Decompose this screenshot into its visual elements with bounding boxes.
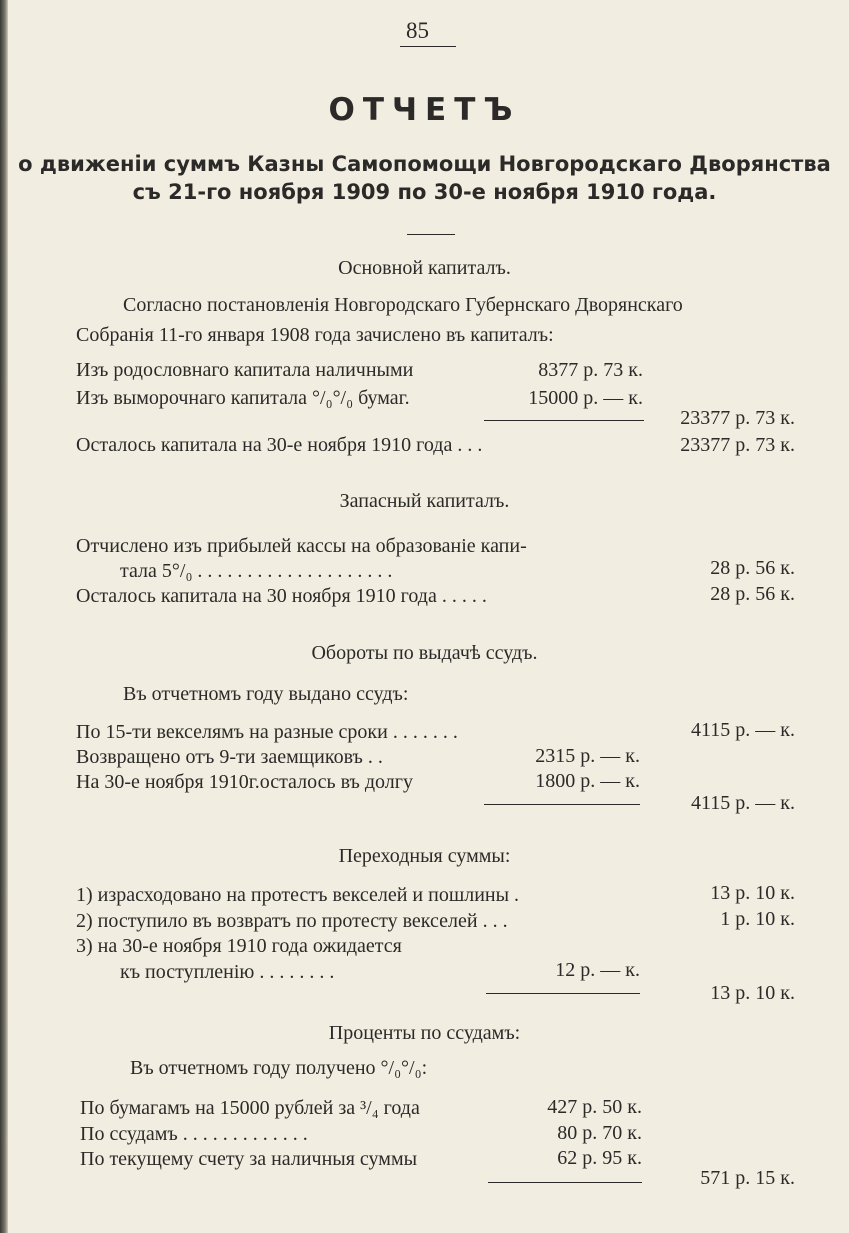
loan-turnover-row-3-label: На 30-е ноября 1910г.осталось въ долгу <box>76 771 413 793</box>
loan-interest-intro: Въ отчетномъ году получено °/₀°/₀: <box>130 1057 428 1079</box>
loan-turnover-row-2-label: Возвращено отъ 9-ти заемщиковъ . . <box>76 746 383 768</box>
page-number-rule <box>400 46 456 47</box>
loan-turnover-total: 4115 р. — к. <box>691 792 795 814</box>
main-capital-row-2-amount: 15000 р. — к. <box>528 387 643 409</box>
reserve-capital-row-1-line-2: тала 5°/₀ . . . . . . . . . . . . . . . . . . . . <box>120 560 393 582</box>
loan-turnover-sum-rule <box>484 804 640 805</box>
transit-sums-row-1-amount: 13 р. 10 к. <box>710 882 795 904</box>
main-capital-row-2-label: Изъ выморочнаго капитала °/₀°/₀ бумаг. <box>76 387 410 409</box>
transit-sums-row-3-line-1: 3) на 30-е ноября 1910 года ожидается <box>76 935 402 957</box>
loan-interest-row-2-label: По ссудамъ . . . . . . . . . . . . . <box>80 1123 308 1145</box>
main-capital-intro-line-2: Собранія 11-го января 1908 года зачислено въ капиталъ: <box>76 324 554 346</box>
transit-sums-row-2-amount: 1 р. 10 к. <box>720 908 795 930</box>
loan-interest-total: 571 р. 15 к. <box>700 1167 795 1189</box>
main-capital-remain-label: Осталось капитала на 30-е ноября 1910 года . . . <box>76 434 483 456</box>
title-divider <box>407 234 455 235</box>
loan-turnover-row-1-label: По 15-ти векселямъ на разные сроки . . . . . . . <box>76 721 458 743</box>
transit-sums-total: 13 р. 10 к. <box>710 982 795 1004</box>
transit-sums-row-1-label: 1) израсходовано на протестъ векселей и пошлины . <box>76 884 520 906</box>
reserve-capital-row-1-line-1: Отчислено изъ прибылей кассы на образованіе капи- <box>76 535 527 557</box>
transit-sums-row-3-amount: 12 р. — к. <box>555 959 640 981</box>
loan-interest-row-2-amount: 80 р. 70 к. <box>557 1122 642 1144</box>
main-capital-remain-amount: 23377 р. 73 к. <box>680 434 795 456</box>
section-heading-main-capital: Основной капиталъ. <box>338 257 511 279</box>
main-capital-intro-line-1: Согласно постановленія Новгородскаго Губернскаго Дворянскаго <box>123 294 683 316</box>
loan-turnover-row-2-amount: 2315 р. — к. <box>535 745 640 767</box>
main-capital-row-1-amount: 8377 р. 73 к. <box>538 359 643 381</box>
loan-turnover-intro: Въ отчетномъ году выдано ссудъ: <box>123 683 409 705</box>
section-heading-transit-sums: Переходныя суммы: <box>338 845 511 867</box>
reserve-capital-row-1-amount: 28 р. 56 к. <box>710 557 795 579</box>
transit-sums-row-3-line-2: къ поступленію . . . . . . . . <box>120 961 335 983</box>
loan-interest-row-1-amount: 427 р. 50 к. <box>547 1096 642 1118</box>
page-number: 85 <box>406 18 429 43</box>
reserve-capital-remain-label: Осталось капитала на 30 ноября 1910 года . . . . . <box>76 585 487 607</box>
loan-interest-row-1-label: По бумагамъ на 15000 рублей за ³/₄ года <box>80 1097 420 1119</box>
loan-turnover-row-3-amount: 1800 р. — к. <box>535 770 640 792</box>
loan-turnover-row-1-amount: 4115 р. — к. <box>691 719 795 741</box>
report-subtitle-line-1: о движеніи суммъ Казны Самопомощи Новгородскаго Дворянства <box>18 152 831 176</box>
section-heading-loan-interest: Проценты по ссудамъ: <box>328 1022 521 1044</box>
report-subtitle-line-2: съ 21-го ноября 1909 по 30-е ноября 1910 года. <box>132 180 717 204</box>
loan-interest-row-3-label: По текущему счету за наличныя суммы <box>80 1148 418 1170</box>
loan-interest-row-3-amount: 62 р. 95 к. <box>557 1147 642 1169</box>
section-heading-loan-turnover: Обороты по выдачѣ ссудъ. <box>311 642 538 664</box>
section-heading-reserve-capital: Запасный капиталъ. <box>339 490 510 512</box>
report-title: ОТЧЕТЪ <box>328 92 521 128</box>
transit-sums-sum-rule <box>486 993 640 994</box>
loan-interest-sum-rule <box>488 1182 642 1183</box>
main-capital-row-1-label: Изъ родословнаго капитала наличными <box>76 359 414 381</box>
reserve-capital-remain-amount: 28 р. 56 к. <box>710 583 795 605</box>
transit-sums-row-2-label: 2) поступило въ возвратъ по протесту векселей . . . <box>76 910 508 932</box>
main-capital-subtotal: 23377 р. 73 к. <box>680 407 795 429</box>
